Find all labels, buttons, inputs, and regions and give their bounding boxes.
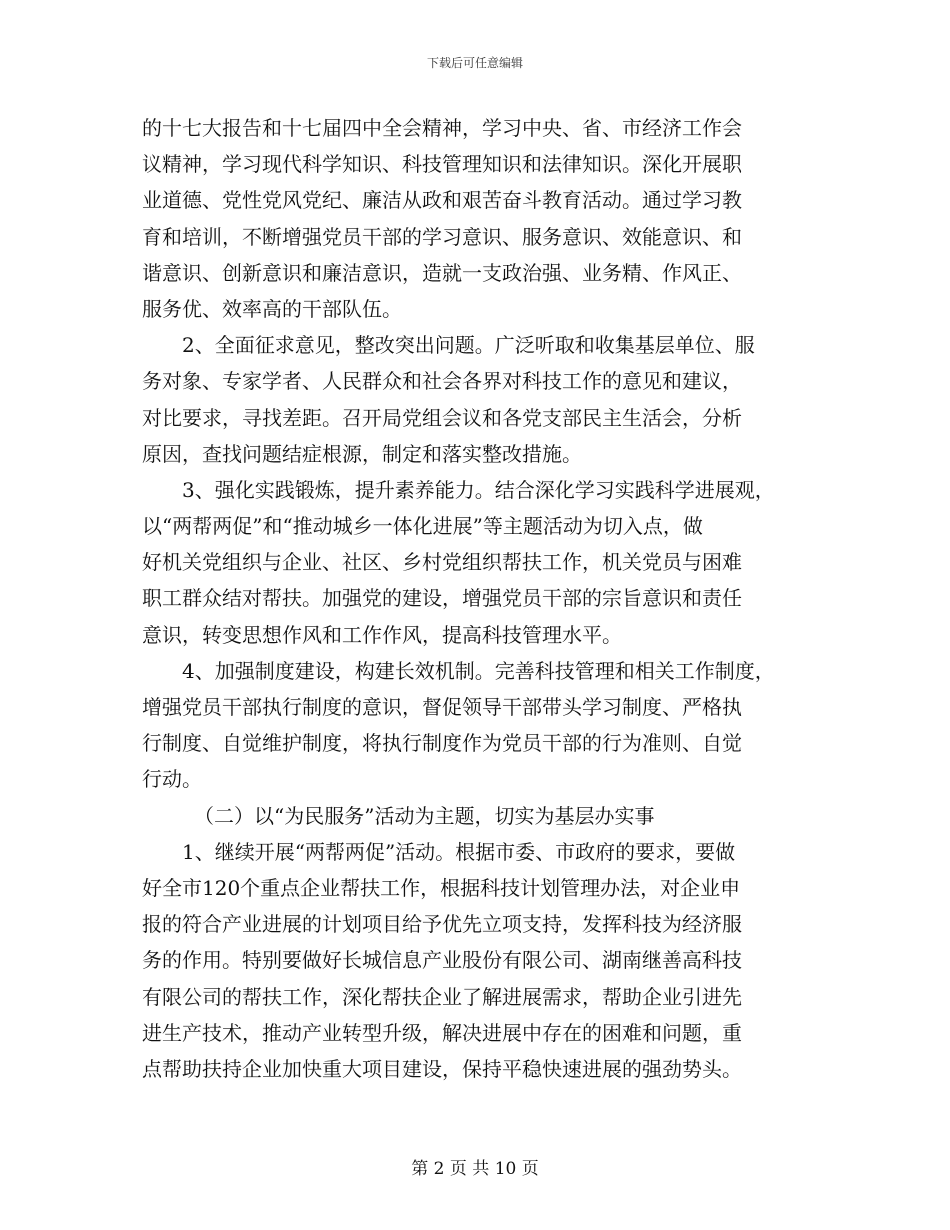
page-header-note: 下载后可任意编辑 [426,56,523,70]
text-line: 有限公司的帮扶工作，深化帮扶企业了解进展需求，帮助企业引进先 [142,984,742,1009]
text-line: 意识，转变思想作风和工作作风，提高科技管理水平。 [142,622,622,647]
section-heading-text: （二）以“为民服务”活动为主题，切实为基层办实事 [194,803,655,828]
text-line: 对比要求，寻找差距。召开局党组会议和各党支部民主生活会，分析 [142,405,742,430]
section-heading [142,798,814,834]
text-line: 育和培训，不断增强党员干部的学习意识、服务意识、效能意识、和 [142,224,742,249]
text-line: 议精神，学习现代科学知识、科技管理知识和法律知识。深化开展职 [142,152,742,177]
text-line: 好全市120个重点企业帮扶工作，根据科技计划管理办法，对企业申 [142,875,741,900]
text-line: 谐意识、创新意识和廉洁意识，造就一支政治强、业务精、作风正、 [142,260,742,285]
text-line: 行动。 [142,767,202,792]
text-line: 业道德、党性党风党纪、廉洁从政和艰苦奋斗教育活动。通过学习教 [142,188,742,213]
text-line: 的十七大报告和十七届四中全会精神，学习中央、省、市经济工作会 [142,116,742,140]
text-line: 行制度、自觉维护制度，将执行制度作为党员干部的行为准则、自觉 [142,731,742,756]
text-line: 报的符合产业进展的计划项目给予优先立项支持，发挥科技为经济服 [142,912,742,937]
paragraph-3 [142,472,814,653]
text-line: 职工群众结对帮扶。加强党的建设，增强党员干部的宗旨意识和责任 [142,586,742,611]
text-line: 点帮助扶持企业加快重大项目建设，保持平稳快速进展的强劲势头。 [142,1056,742,1081]
text-line: 服务优、效率高的干部队伍。 [142,296,402,321]
text-line: 增强党员干部执行制度的意识，督促领导干部带头学习制度、严格执 [142,695,742,719]
page-number-footer: 第 2 页 共 10 页 [411,1159,539,1179]
text-line: 1、继续开展“两帮两促”活动。根据市委、市政府的要求，要做 [182,839,736,864]
text-line: 进生产技术，推动产业转型升级，解决进展中存在的困难和问题，重 [142,1020,742,1045]
paragraph-4 [142,653,814,798]
text-line: 好机关党组织与企业、社区、乡村党组织帮扶工作，机关党员与困难 [142,550,742,575]
document-body [142,110,814,1087]
text-line: 原因，查找问题结症根源，制定和落实整改措施。 [142,441,582,466]
paragraph-1 [142,110,814,327]
text-line: 务的作用。特别要做好长城信息产业股份有限公司、湖南继善高科技 [142,948,742,973]
paragraph-2 [142,327,814,472]
text-line: 务对象、专家学者、人民群众和社会各界对科技工作的意见和建议， [142,369,742,394]
text-line: 3、强化实践锻炼，提升素养能力。结合深化学习实践科学进展观， [182,477,775,502]
text-line: 以“两帮两促”和“推动城乡一体化进展”等主题活动为切入点，做 [142,514,703,539]
text-line: 2、全面征求意见，整改突出问题。广泛听取和收集基层单位、服 [182,333,755,358]
text-line: 4、加强制度建设，构建长效机制。完善科技管理和相关工作制度， [182,658,775,683]
paragraph-5 [142,834,814,1087]
